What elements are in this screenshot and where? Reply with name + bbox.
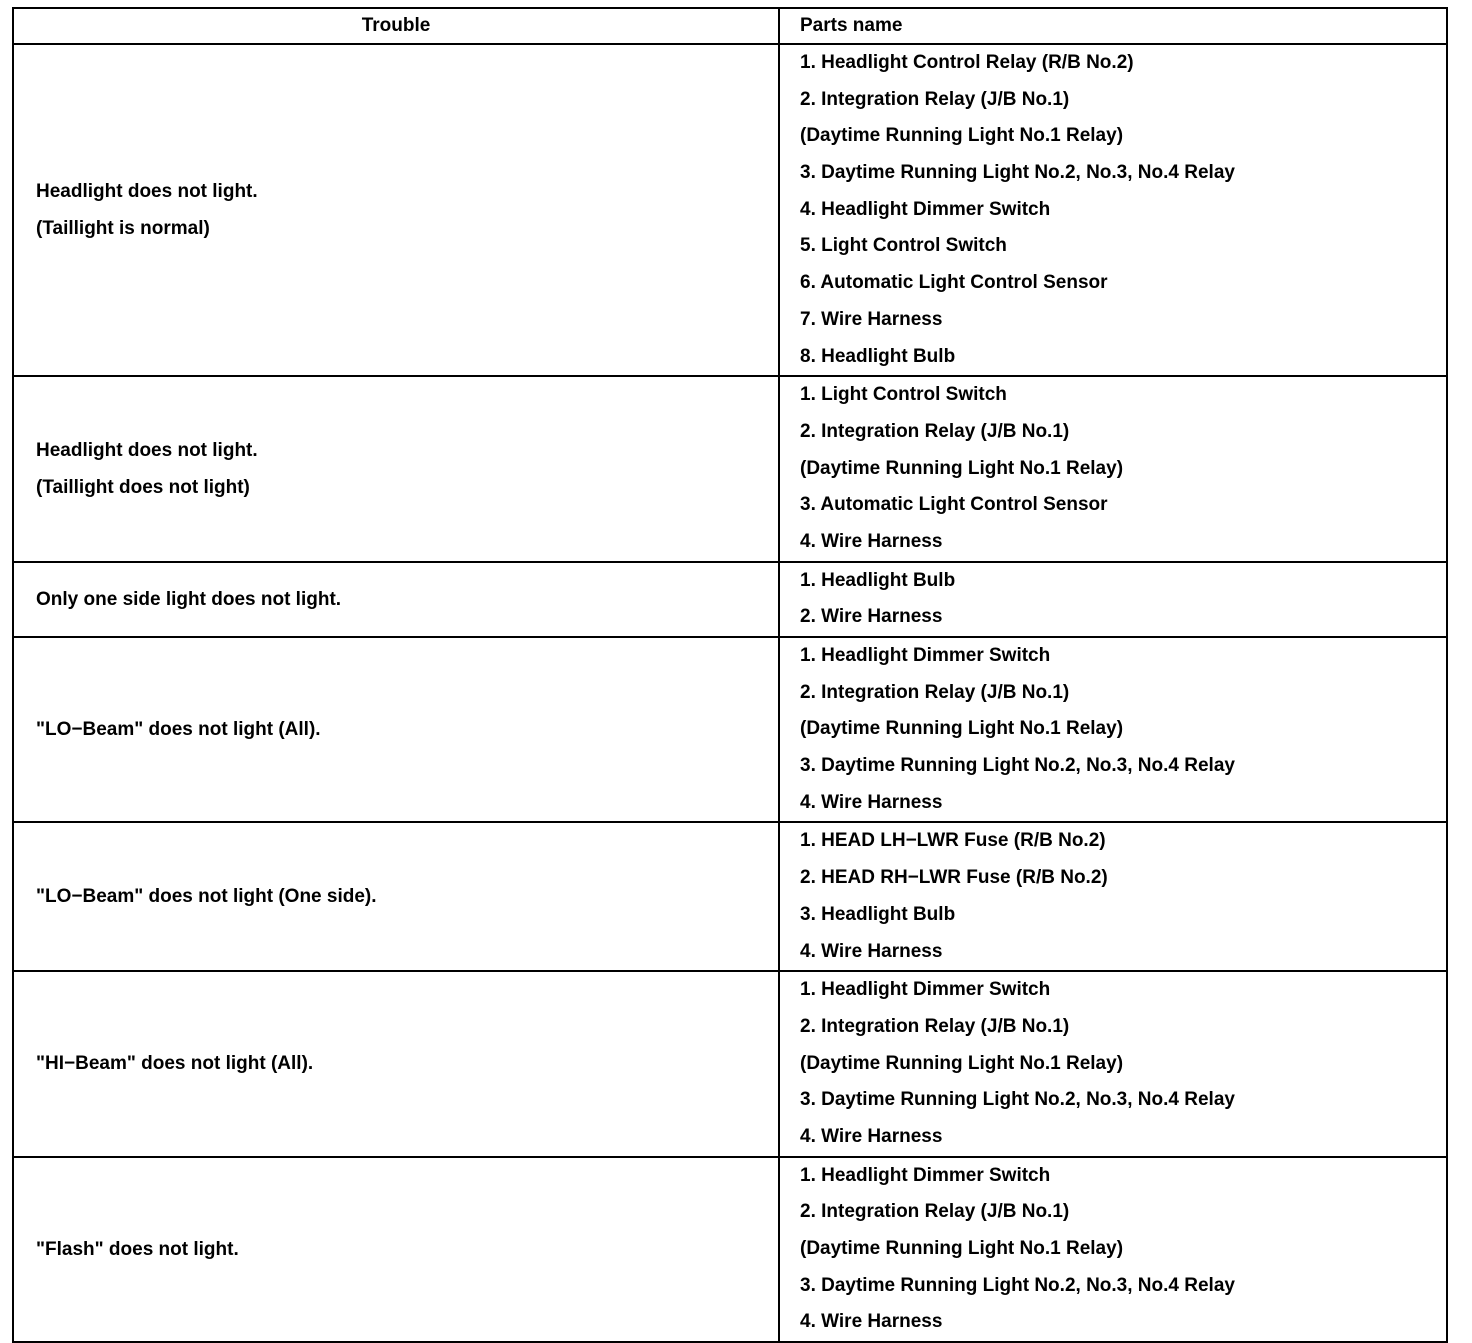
parts-list	[800, 563, 1446, 636]
header-row	[13, 8, 1447, 44]
part-item: 3. Headlight Bulb	[800, 903, 956, 925]
trouble-cell	[13, 637, 779, 822]
trouble-text: Headlight does not light.	[36, 181, 258, 203]
parts-cell	[779, 822, 1447, 971]
trouble-text: (Taillight does not light)	[36, 476, 250, 498]
part-item: 1. Headlight Dimmer Switch	[800, 979, 1051, 1001]
part-item: (Daytime Running Light No.1 Relay)	[800, 125, 1124, 147]
parts-list	[800, 823, 1446, 970]
parts-cell	[779, 1157, 1447, 1342]
part-item: 7. Wire Harness	[800, 308, 943, 330]
part-item: (Daytime Running Light No.1 Relay)	[800, 1238, 1124, 1259]
part-item: (Daytime Running Light No.1 Relay)	[800, 718, 1124, 740]
parts-list	[800, 1158, 1446, 1341]
trouble-cell	[13, 971, 779, 1156]
part-item: 2. Integration Relay (J/B No.1)	[800, 420, 1070, 442]
table-row	[13, 637, 1447, 822]
part-item: 4. Wire Harness	[800, 1125, 943, 1147]
table-header	[13, 8, 1447, 44]
troubleshooting-table	[12, 7, 1448, 1343]
part-item: 1. Headlight Control Relay (R/B No.2)	[800, 52, 1134, 73]
table-row	[13, 822, 1447, 971]
part-item: 1. HEAD LH−LWR Fuse (R/B No.2)	[800, 830, 1106, 852]
part-item: 1. Headlight Dimmer Switch	[800, 645, 1051, 666]
part-item: 4. Wire Harness	[800, 791, 943, 813]
parts-cell	[779, 44, 1447, 376]
part-item: 2. Wire Harness	[800, 606, 943, 628]
trouble-text: "HI−Beam" does not light (All).	[36, 1053, 314, 1075]
parts-list	[800, 45, 1446, 375]
table-body	[13, 44, 1447, 1342]
part-item: 5. Light Control Switch	[800, 235, 1007, 257]
table-row	[13, 1157, 1447, 1342]
part-item: 6. Automatic Light Control Sensor	[800, 272, 1108, 294]
parts-cell	[779, 637, 1447, 822]
trouble-text: Only one side light does not light.	[36, 588, 342, 610]
table-row	[13, 971, 1447, 1156]
trouble-text: "LO−Beam" does not light (One side).	[36, 886, 377, 908]
parts-list	[800, 377, 1446, 560]
part-item: 3. Daytime Running Light No.2, No.3, No.4 Relay	[800, 755, 1235, 777]
parts-list	[800, 638, 1446, 821]
trouble-cell	[13, 562, 779, 637]
trouble-cell	[13, 376, 779, 561]
trouble-cell	[13, 1157, 779, 1342]
part-item: 3. Automatic Light Control Sensor	[800, 494, 1108, 516]
trouble-text: (Taillight is normal)	[36, 218, 210, 240]
part-item: 1. Headlight Bulb	[800, 569, 956, 591]
parts-cell	[779, 562, 1447, 637]
part-item: 1. Light Control Switch	[800, 384, 1007, 406]
part-item: 2. Integration Relay (J/B No.1)	[800, 88, 1070, 110]
part-item: (Daytime Running Light No.1 Relay)	[800, 1052, 1124, 1074]
parts-cell	[779, 971, 1447, 1156]
part-item: 4. Wire Harness	[800, 1311, 943, 1333]
trouble-text: "Flash" does not light.	[36, 1238, 239, 1260]
column-header-parts-name: Parts name	[779, 8, 1447, 44]
part-item: 2. HEAD RH−LWR Fuse (R/B No.2)	[800, 867, 1108, 889]
trouble-text: Headlight does not light.	[36, 439, 258, 461]
parts-cell	[779, 376, 1447, 561]
part-item: 2. Integration Relay (J/B No.1)	[800, 1201, 1070, 1223]
part-item: 2. Integration Relay (J/B No.1)	[800, 681, 1070, 703]
part-item: 3. Daytime Running Light No.2, No.3, No.4 Relay	[800, 162, 1235, 184]
part-item: 1. Headlight Dimmer Switch	[800, 1164, 1051, 1186]
parts-list	[800, 972, 1446, 1155]
part-item: 2. Integration Relay (J/B No.1)	[800, 1015, 1070, 1037]
part-item: (Daytime Running Light No.1 Relay)	[800, 457, 1124, 479]
table-row	[13, 562, 1447, 637]
trouble-cell	[13, 822, 779, 971]
trouble-cell	[13, 44, 779, 376]
part-item: 4. Wire Harness	[800, 530, 943, 552]
part-item: 4. Headlight Dimmer Switch	[800, 198, 1051, 220]
trouble-text: "LO−Beam" does not light (All).	[36, 719, 321, 741]
table-row	[13, 376, 1447, 561]
part-item: 3. Daytime Running Light No.2, No.3, No.4 Relay	[800, 1089, 1235, 1111]
column-header-trouble: Trouble	[13, 8, 779, 44]
part-item: 8. Headlight Bulb	[800, 345, 956, 367]
table-row	[13, 44, 1447, 376]
part-item: 4. Wire Harness	[800, 940, 943, 962]
part-item: 3. Daytime Running Light No.2, No.3, No.4 Relay	[800, 1274, 1235, 1296]
